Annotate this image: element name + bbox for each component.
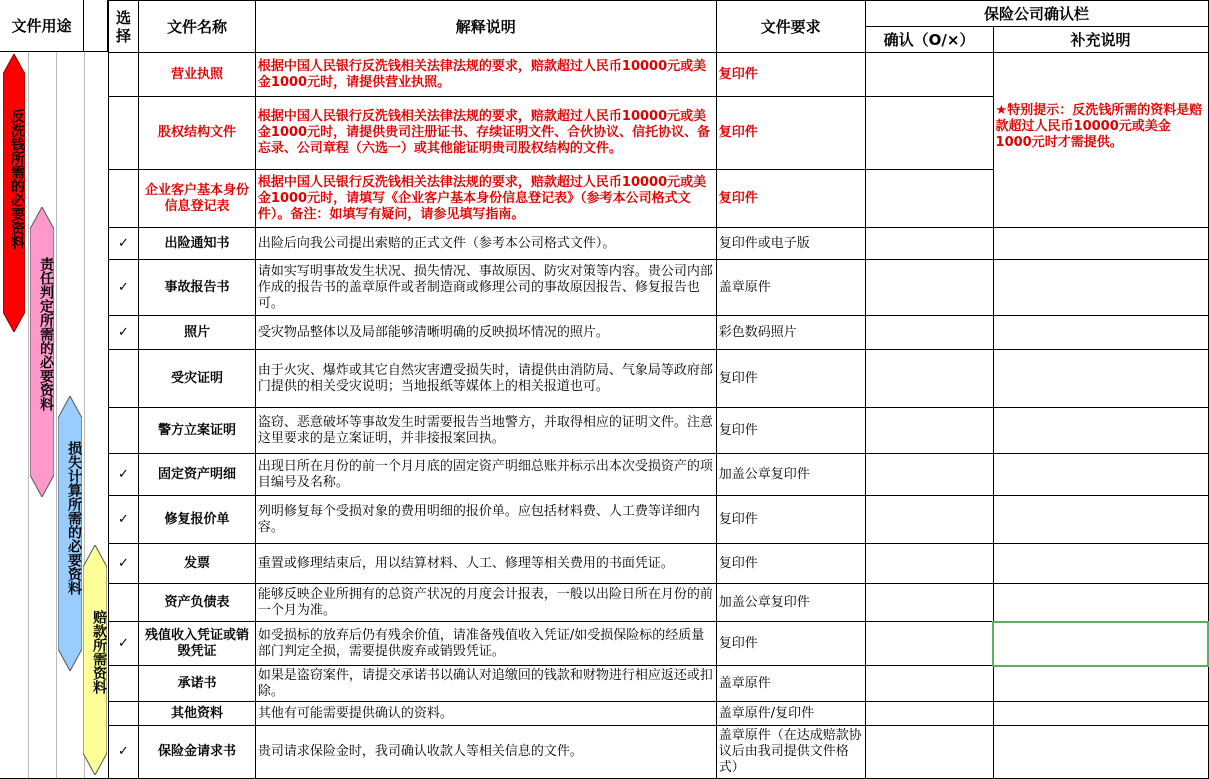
document-explanation: 列明修复每个受损对象的费用明细的报价单。应包括材料费、人工费等详细内容。 xyxy=(255,496,716,544)
table-row xyxy=(109,666,1209,702)
document-name: 警方立案证明 xyxy=(138,408,255,454)
select-cell[interactable] xyxy=(109,350,139,408)
document-name: 营业执照 xyxy=(138,53,255,97)
document-explanation: 贵司请求保险金时，我司确认收款人等相关信息的文件。 xyxy=(255,726,716,779)
confirm-cell[interactable] xyxy=(865,584,993,622)
table-row xyxy=(109,316,1209,350)
document-name: 受灾证明 xyxy=(138,350,255,408)
category-arrow-liability xyxy=(30,207,54,497)
document-explanation: 根据中国人民银行反洗钱相关法律法规的要求，赔款超过人民币10000元或美金1000元时，请填写《企业客户基本身份信息登记表》（参考本公司格式文件）。备注：如填写有疑问，请参见填写指南。 xyxy=(255,170,716,228)
confirm-cell[interactable] xyxy=(865,666,993,702)
supplement-cell[interactable] xyxy=(993,622,1208,666)
table-row xyxy=(109,726,1209,779)
select-cell[interactable] xyxy=(109,702,139,726)
document-explanation: 根据中国人民银行反洗钱相关法律法规的要求，赔款超过人民币10000元或美金1000元时，请提供营业执照。 xyxy=(255,53,716,97)
document-explanation: 受灾物品整体以及局部能够清晰明确的反映损坏情况的照片。 xyxy=(255,316,716,350)
document-requirement: 复印件 xyxy=(716,97,865,170)
document-explanation: 出现日所在月份的前一个月月底的固定资产明细总账并标示出本次受损资产的项目编号及名称。 xyxy=(255,454,716,496)
document-name: 资产负债表 xyxy=(138,584,255,622)
document-name: 发票 xyxy=(138,544,255,584)
document-explanation: 出险后向我公司提出索赔的正式文件（参考本公司格式文件）。 xyxy=(255,228,716,260)
select-cell[interactable] xyxy=(109,666,139,702)
document-explanation: 如果是盗窃案件，请提交承诺书以确认对追缴回的钱款和财物进行相应返还或扣除。 xyxy=(255,666,716,702)
document-name: 事故报告书 xyxy=(138,260,255,316)
document-requirement: 复印件 xyxy=(716,622,865,666)
document-requirement: 盖章原件（在达成赔款协议后由我司提供文件格式） xyxy=(716,726,865,779)
table-row xyxy=(109,228,1209,260)
confirm-cell[interactable] xyxy=(865,544,993,584)
document-explanation: 重置或修理结束后，用以结算材料、人工、修理等相关费用的书面凭证。 xyxy=(255,544,716,584)
document-requirement: 盖章原件 xyxy=(716,666,865,702)
supplement-cell[interactable] xyxy=(993,666,1208,702)
confirm-cell[interactable] xyxy=(865,170,993,228)
document-requirement: 复印件 xyxy=(716,350,865,408)
category-label: 反洗钱所需的必要资料 xyxy=(9,109,25,249)
document-requirement: 盖章原件/复印件 xyxy=(716,702,865,726)
select-cell[interactable]: ✓ xyxy=(109,726,139,779)
table-row xyxy=(109,454,1209,496)
explanation-header: 解释说明 xyxy=(255,1,716,53)
confirm-header: 确认（O/×） xyxy=(865,27,993,53)
document-requirement: 复印件 xyxy=(716,170,865,228)
usage-header xyxy=(0,0,84,52)
insurer-confirm-header: 保险公司确认栏 xyxy=(865,1,1208,27)
confirm-cell[interactable] xyxy=(865,408,993,454)
supplement-cell[interactable] xyxy=(993,584,1208,622)
supplement-cell[interactable] xyxy=(993,496,1208,544)
document-explanation: 由于火灾、爆炸或其它自然灾害遭受损失时，请提供由消防局、气象局等政府部门提供的相关受灾说明；当地报纸等媒体上的相关报道也可。 xyxy=(255,350,716,408)
document-name: 企业客户基本身份信息登记表 xyxy=(138,170,255,228)
document-requirement: 复印件 xyxy=(716,408,865,454)
confirm-cell[interactable] xyxy=(865,622,993,666)
table-row xyxy=(109,53,1209,97)
select-cell[interactable]: ✓ xyxy=(109,260,139,316)
table-row xyxy=(109,622,1209,666)
table-row xyxy=(109,408,1209,454)
document-name: 残值收入凭证或销毁凭证 xyxy=(138,622,255,666)
confirm-cell[interactable] xyxy=(865,97,993,170)
documents-table xyxy=(108,0,1209,779)
document-name: 照片 xyxy=(138,316,255,350)
confirm-cell[interactable] xyxy=(865,228,993,260)
select-cell[interactable] xyxy=(109,170,139,228)
category-label: 损失计算所需的必要资料 xyxy=(66,441,82,595)
document-requirement: 复印件或电子版 xyxy=(716,228,865,260)
confirm-cell[interactable] xyxy=(865,726,993,779)
document-requirement: 彩色数码照片 xyxy=(716,316,865,350)
supplement-cell[interactable] xyxy=(993,316,1208,350)
confirm-cell[interactable] xyxy=(865,260,993,316)
supplement-cell[interactable] xyxy=(993,702,1208,726)
table-row xyxy=(109,496,1209,544)
supplement-header: 补充说明 xyxy=(993,27,1208,53)
filename-header: 文件名称 xyxy=(138,1,255,53)
usage-divider xyxy=(56,52,57,779)
supplement-cell[interactable] xyxy=(993,260,1208,316)
special-note: ★特别提示：反洗钱所需的资料是赔款超过人民币10000元或美金1000元时才需提供。 xyxy=(993,53,1208,228)
document-name: 股权结构文件 xyxy=(138,97,255,170)
select-cell[interactable] xyxy=(109,53,139,97)
table-row xyxy=(109,702,1209,726)
requirement-header: 文件要求 xyxy=(716,1,865,53)
table-row xyxy=(109,350,1209,408)
supplement-cell[interactable] xyxy=(993,228,1208,260)
supplement-cell[interactable] xyxy=(993,454,1208,496)
supplement-cell[interactable] xyxy=(993,726,1208,779)
select-cell[interactable]: ✓ xyxy=(109,622,139,666)
confirm-cell[interactable] xyxy=(865,350,993,408)
confirm-cell[interactable] xyxy=(865,454,993,496)
document-explanation: 根据中国人民银行反洗钱相关法律法规的要求，赔款超过人民币10000元或美金1000元时，请提供贵司注册证书、存续证明文件、合伙协议、信托协议、备忘录、公司章程（六选一）或其他能证明贵司股权结构的文件。 xyxy=(255,97,716,170)
category-label: 赔款所需资料 xyxy=(91,610,107,694)
select-cell[interactable]: ✓ xyxy=(109,316,139,350)
document-name: 修复报价单 xyxy=(138,496,255,544)
select-header: 选择 xyxy=(109,1,139,53)
select-cell[interactable] xyxy=(109,97,139,170)
usage-header-spacer xyxy=(84,0,108,52)
select-cell[interactable]: ✓ xyxy=(109,454,139,496)
select-cell[interactable]: ✓ xyxy=(109,496,139,544)
select-cell[interactable]: ✓ xyxy=(109,544,139,584)
document-explanation: 请如实写明事故发生状况、损失情况、事故原因、防灾对策等内容。贵公司内部作成的报告书的盖章原件或者制造商或修理公司的事故原因报告、修复报告也可。 xyxy=(255,260,716,316)
category-arrow-payment xyxy=(83,545,107,775)
document-requirement: 复印件 xyxy=(716,53,865,97)
document-explanation: 如受损标的放弃后仍有残余价值，请准备残值收入凭证/如受损保险标的经质量部门判定全损，需要提供废弃或销毁凭证。 xyxy=(255,622,716,666)
supplement-cell[interactable] xyxy=(993,408,1208,454)
category-label: 责任判定所需的必要资料 xyxy=(38,257,54,411)
table-row xyxy=(109,584,1209,622)
document-name: 保险金请求书 xyxy=(138,726,255,779)
document-name: 其他资料 xyxy=(138,702,255,726)
document-requirement: 加盖公章复印件 xyxy=(716,584,865,622)
select-cell[interactable] xyxy=(109,408,139,454)
category-arrow-anti-money-laundering xyxy=(3,54,25,332)
category-arrow-loss-calculation xyxy=(58,396,82,671)
document-explanation: 盗窃、恶意破坏等事故发生时需要报告当地警方，并取得相应的证明文件。注意这里要求的是立案证明，并非接报案回执。 xyxy=(255,408,716,454)
document-name: 出险通知书 xyxy=(138,228,255,260)
confirm-cell[interactable] xyxy=(865,53,993,97)
document-name: 固定资产明细 xyxy=(138,454,255,496)
confirm-cell[interactable] xyxy=(865,316,993,350)
usage-divider xyxy=(28,52,29,779)
document-requirement: 复印件 xyxy=(716,544,865,584)
document-requirement: 盖章原件 xyxy=(716,260,865,316)
select-cell[interactable]: ✓ xyxy=(109,228,139,260)
confirm-cell[interactable] xyxy=(865,702,993,726)
document-requirement: 复印件 xyxy=(716,496,865,544)
document-explanation: 能够反映企业所拥有的总资产状况的月度会计报表，一般以出险日所在月份的前一个月为准。 xyxy=(255,584,716,622)
usage-header-label: 文件用途 xyxy=(11,17,72,35)
supplement-cell[interactable] xyxy=(993,544,1208,584)
select-cell[interactable] xyxy=(109,584,139,622)
supplement-cell[interactable] xyxy=(993,350,1208,408)
document-requirement: 加盖公章复印件 xyxy=(716,454,865,496)
document-name: 承诺书 xyxy=(138,666,255,702)
document-explanation: 其他有可能需要提供确认的资料。 xyxy=(255,702,716,726)
confirm-cell[interactable] xyxy=(865,496,993,544)
table-row xyxy=(109,544,1209,584)
table-row xyxy=(109,260,1209,316)
